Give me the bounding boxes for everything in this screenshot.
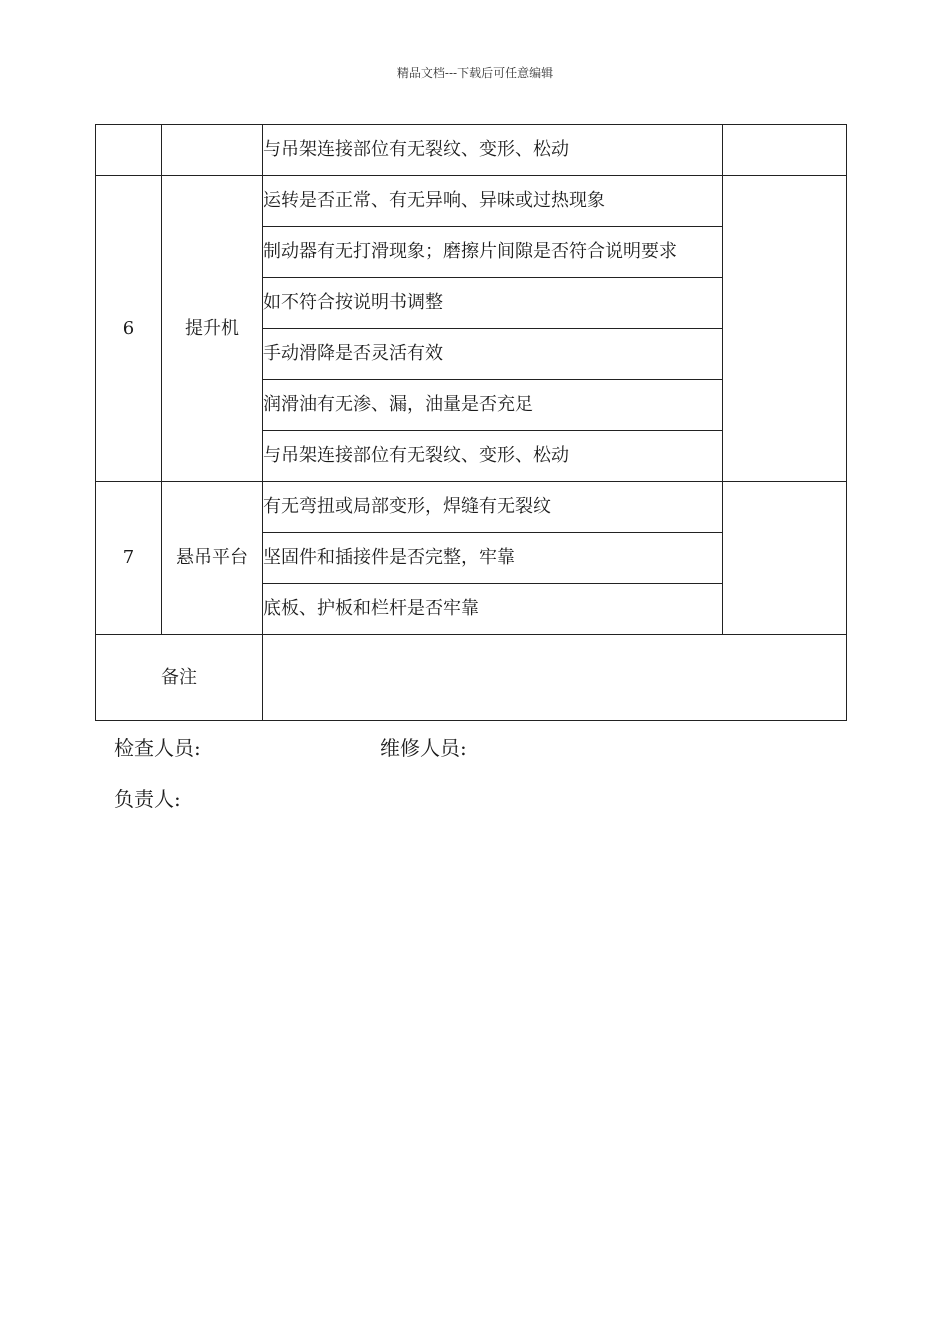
check-item: 制动器有无打滑现象；磨擦片间隙是否符合说明要求 [263, 227, 723, 278]
component-name-cell: 悬吊平台 [162, 482, 263, 635]
page-header: 精品文档---下载后可任意编辑 [396, 66, 554, 80]
row-number-cell: 6 [96, 176, 162, 482]
remark-row [96, 635, 847, 721]
check-item: 与吊架连接部位有无裂纹、变形、松动 [263, 431, 723, 482]
check-item: 如不符合按说明书调整 [263, 278, 723, 329]
result-cell [723, 482, 847, 635]
signature-line-2 [114, 783, 181, 812]
component-name-cell [162, 125, 263, 176]
row-number-cell: 7 [96, 482, 162, 635]
check-item: 有无弯扭或局部变形，焊缝有无裂纹 [263, 482, 723, 533]
result-cell [723, 125, 847, 176]
inspector-label: 检查人员: [114, 736, 201, 760]
signature-line-1 [114, 732, 467, 761]
check-item: 手动滑降是否灵活有效 [263, 329, 723, 380]
check-item: 与吊架连接部位有无裂纹、变形、松动 [263, 125, 723, 176]
check-item: 运转是否正常、有无异响、异味或过热现象 [263, 176, 723, 227]
check-item: 润滑油有无渗、漏，油量是否充足 [263, 380, 723, 431]
check-item: 底板、护板和栏杆是否牢靠 [263, 584, 723, 635]
check-item: 坚固件和插接件是否完整，牢靠 [263, 533, 723, 584]
remark-label: 备注 [96, 635, 263, 721]
table-row [96, 482, 847, 533]
table-row [96, 176, 847, 227]
table-row [96, 125, 847, 176]
responsible-label: 负责人: [114, 787, 181, 811]
remark-field[interactable] [263, 635, 847, 721]
component-name-cell: 提升机 [162, 176, 263, 482]
repairer-label: 维修人员: [380, 736, 467, 760]
inspection-table [95, 124, 847, 721]
row-number-cell [96, 125, 162, 176]
result-cell [723, 176, 847, 482]
